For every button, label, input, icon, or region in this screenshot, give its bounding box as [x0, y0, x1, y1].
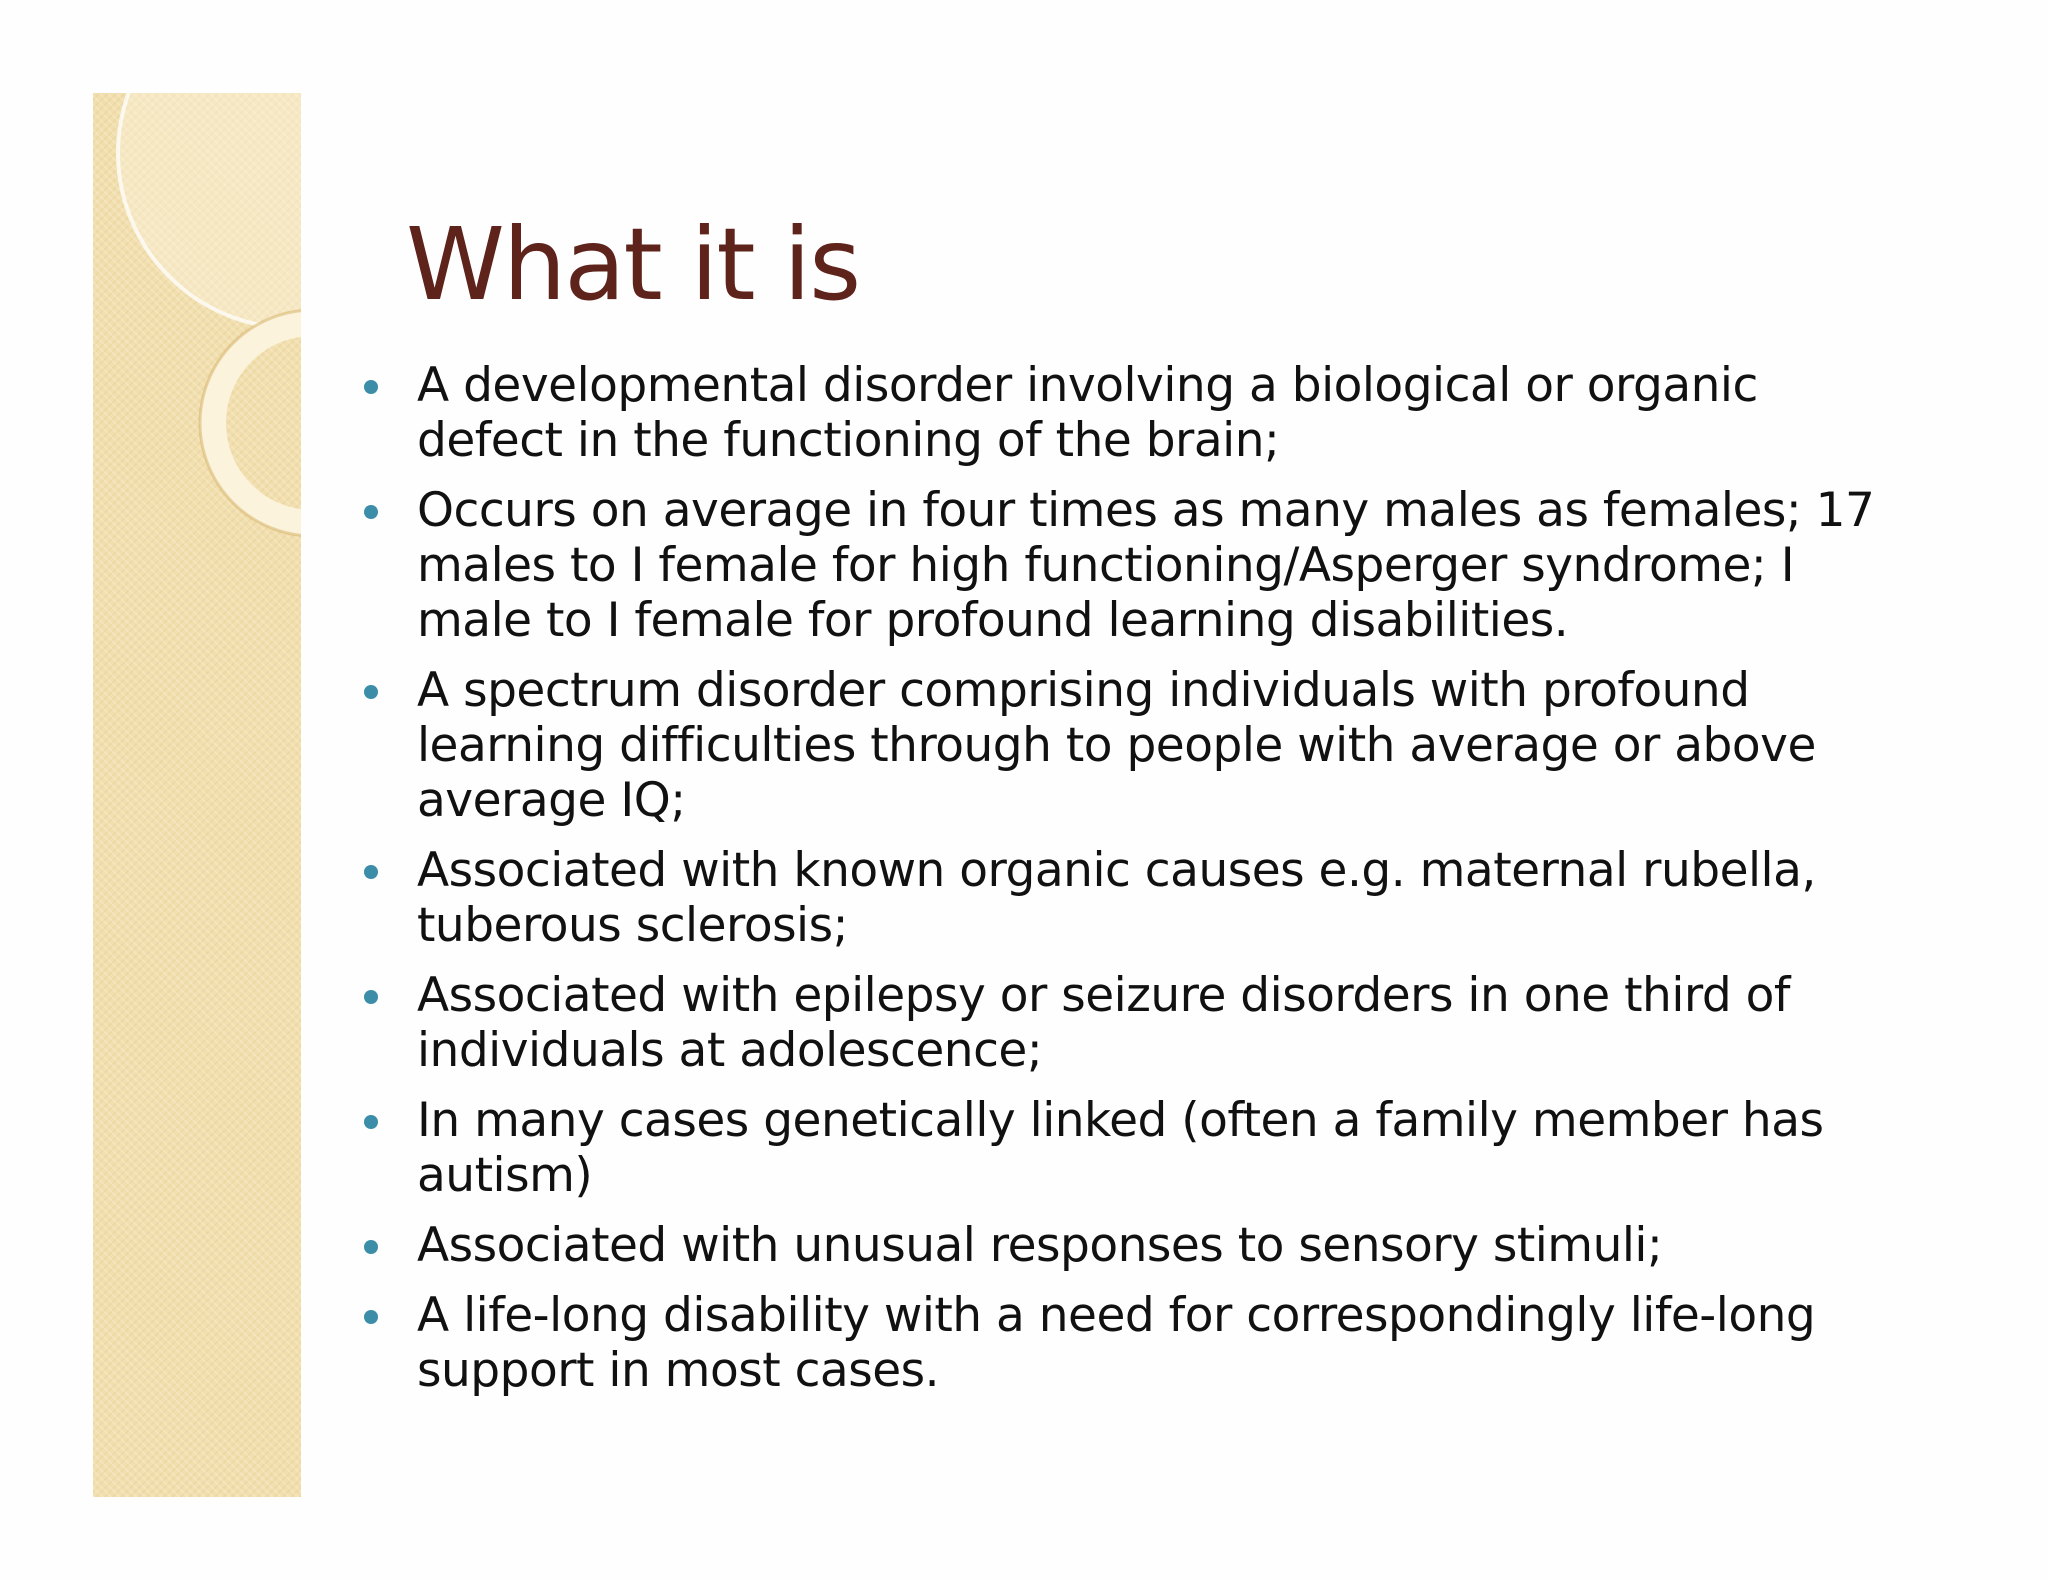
bullet-dot-icon [364, 1115, 378, 1129]
bullet-text: Associated with known organic causes e.g. maternal rubella, tuberous sclerosis; [417, 843, 1816, 953]
bullet-text: A spectrum disorder comprising individuals with profound learning difficulties through to people with average or above average IQ; [417, 663, 1816, 828]
bullet-dot-icon [364, 685, 378, 699]
list-item [360, 1218, 1880, 1273]
list-item [360, 663, 1880, 828]
bullet-dot-icon [364, 1240, 378, 1254]
bullet-dot-icon [364, 505, 378, 519]
list-item [360, 483, 1880, 648]
list-item [360, 1288, 1880, 1398]
list-item [360, 968, 1880, 1078]
decorative-circles-graphic [93, 93, 301, 1497]
decorative-side-band [93, 93, 301, 1497]
slide-title: What it is [406, 206, 860, 323]
bullet-dot-icon [364, 990, 378, 1004]
bullet-dot-icon [364, 1310, 378, 1324]
bullet-dot-icon [364, 865, 378, 879]
bullet-text: Associated with epilepsy or seizure disorders in one third of individuals at adolescence; [417, 968, 1790, 1078]
list-item [360, 843, 1880, 953]
large-arc-decoration [118, 93, 301, 328]
bullet-text: A life-long disability with a need for correspondingly life-long support in most cases. [417, 1288, 1816, 1398]
bullet-dot-icon [364, 380, 378, 394]
bullet-text: Occurs on average in four times as many males as females; 17 males to I female for high functioning/Asperger syndrome; I male to I female for profound learning disabilities. [417, 483, 1875, 648]
bullet-text: A developmental disorder involving a biological or organic defect in the functioning of the brain; [417, 358, 1758, 468]
bullet-list [360, 358, 1880, 1398]
list-item [360, 358, 1880, 468]
bullet-text: Associated with unusual responses to sensory stimuli; [417, 1218, 1663, 1273]
bullet-text: In many cases genetically linked (often a family member has autism) [417, 1093, 1824, 1203]
list-item [360, 1093, 1880, 1203]
